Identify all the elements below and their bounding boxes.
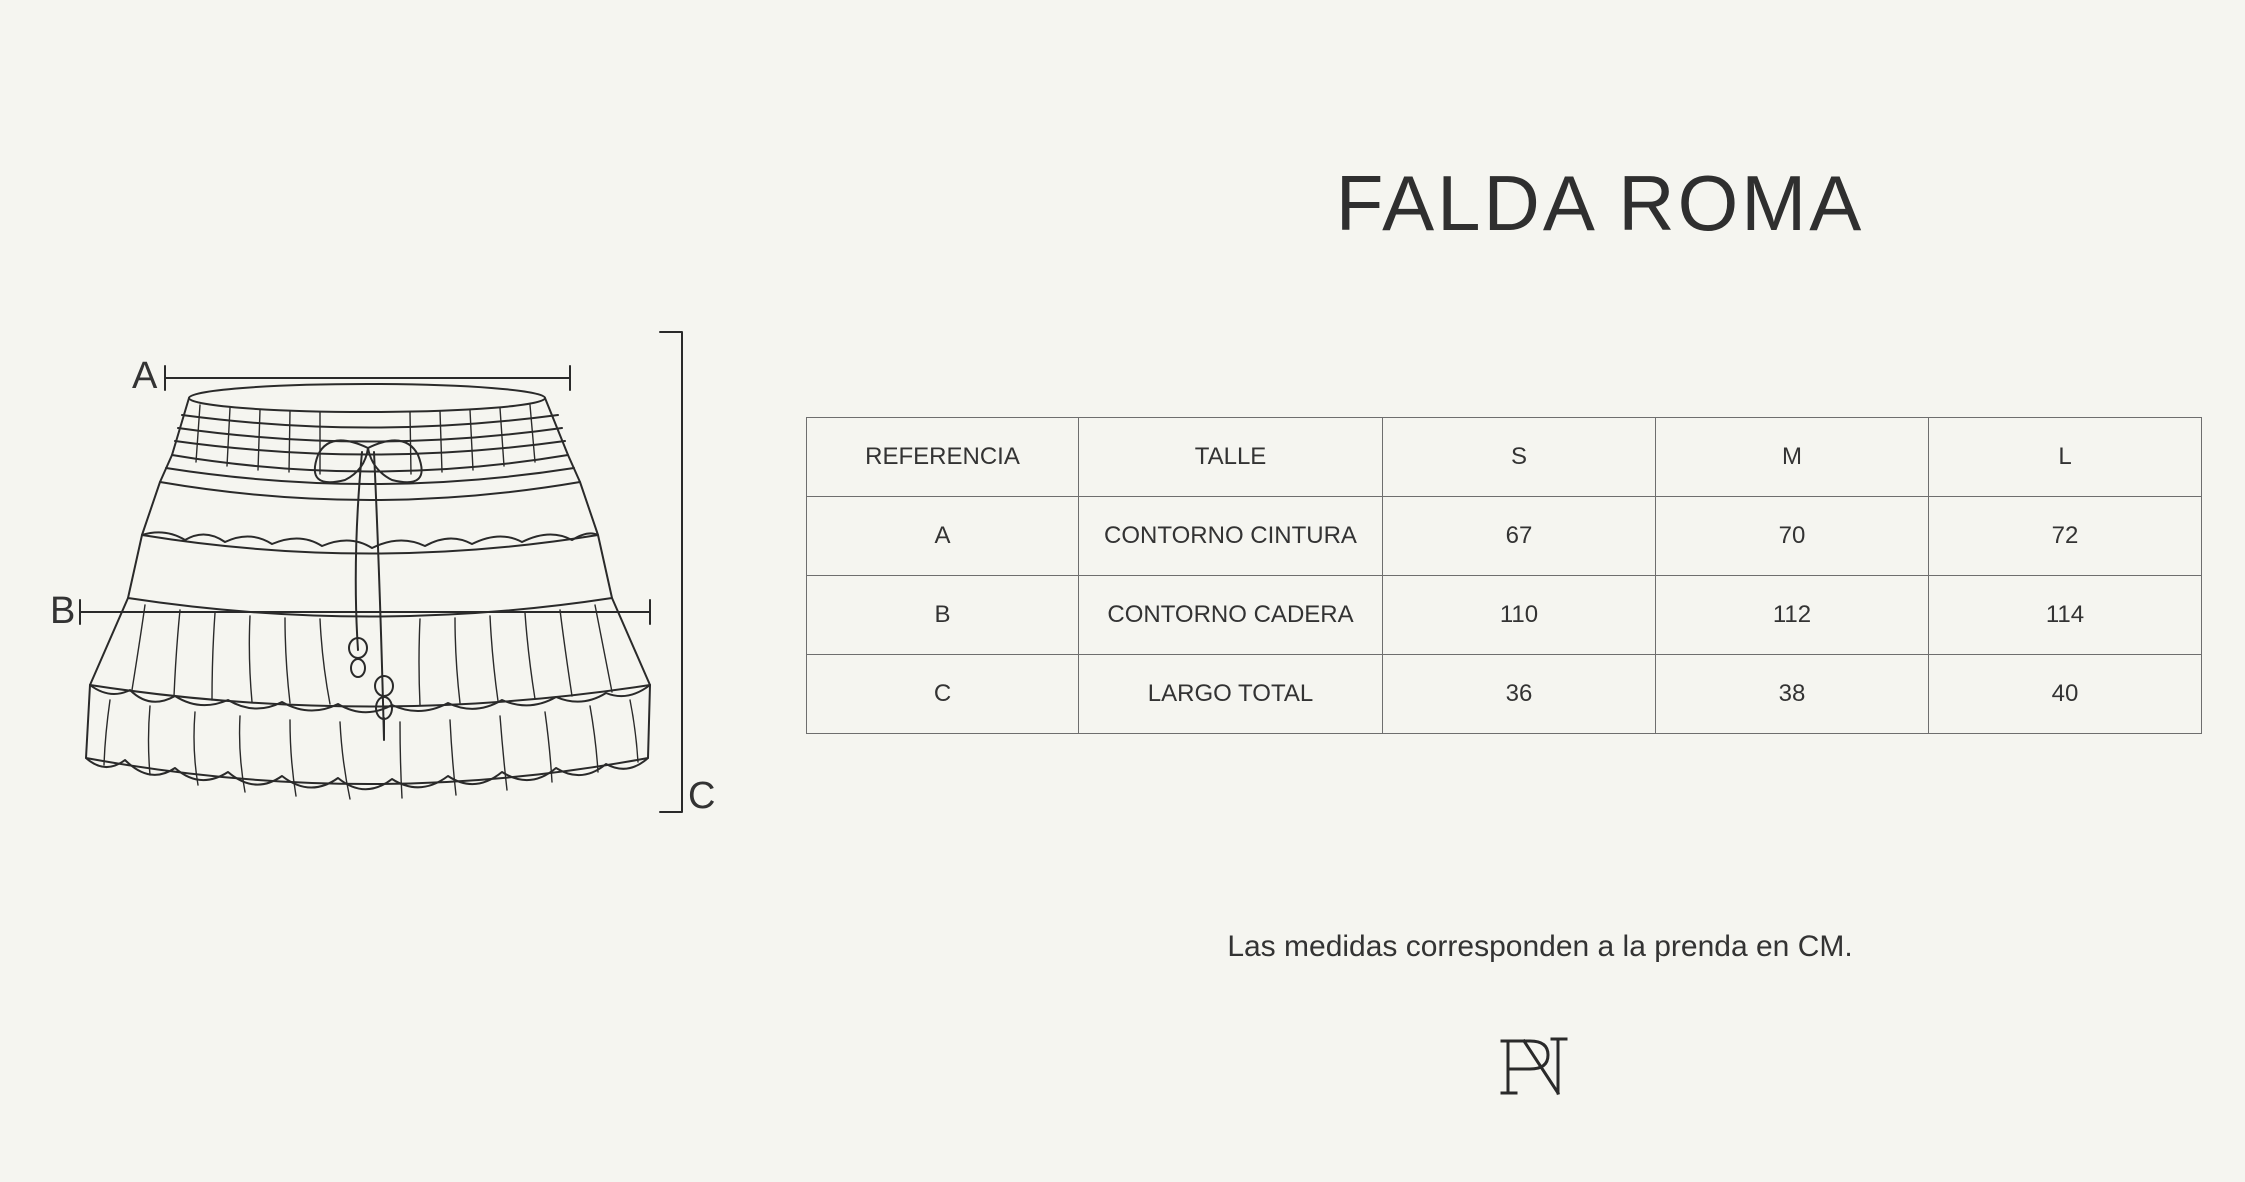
cell-m: 38 [1656,655,1929,734]
cell-s: 110 [1383,576,1656,655]
pn-monogram-logo [1500,1035,1570,1097]
header-referencia: REFERENCIA [807,418,1079,497]
cell-m: 70 [1656,497,1929,576]
cell-ref: A [807,497,1079,576]
cell-l: 114 [1929,576,2202,655]
cell-talle: CONTORNO CINTURA [1079,497,1383,576]
cell-talle: CONTORNO CADERA [1079,576,1383,655]
cell-ref: C [807,655,1079,734]
cell-s: 36 [1383,655,1656,734]
label-b: B [50,590,76,632]
table-header-row [807,418,2202,497]
skirt-diagram [0,0,760,840]
header-talle: TALLE [1079,418,1383,497]
label-c: C [688,775,716,817]
header-l: L [1929,418,2202,497]
cell-l: 40 [1929,655,2202,734]
header-s: S [1383,418,1656,497]
cell-l: 72 [1929,497,2202,576]
table-row [807,497,2202,576]
header-m: M [1656,418,1929,497]
cell-ref: B [807,576,1079,655]
cell-m: 112 [1656,576,1929,655]
page-title: FALDA ROMA [1335,159,1865,247]
size-table [806,417,2202,734]
label-a: A [132,355,158,397]
table-row [807,655,2202,734]
cell-talle: LARGO TOTAL [1079,655,1383,734]
measurement-note: Las medidas corresponden a la prenda en CM. [1227,930,1853,963]
table-row [807,576,2202,655]
cell-s: 67 [1383,497,1656,576]
